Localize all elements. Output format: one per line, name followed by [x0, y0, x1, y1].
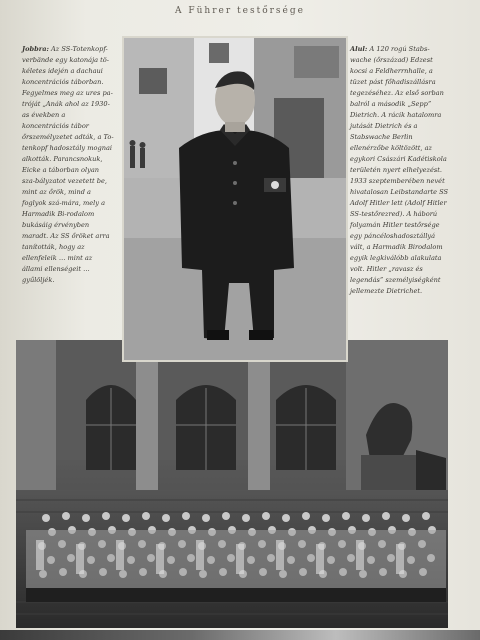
parade-photo: [16, 340, 448, 628]
caption-right: [350, 44, 450, 297]
page-bottom-edge: [0, 630, 480, 640]
caption-left-lead: Jobbra:: [22, 45, 49, 53]
caption-right-lead: Alul:: [350, 45, 368, 53]
caption-right-text: A 120 rogú Stabs-wache (őrszázad) Edzest kocsi a Feldherrnhalle, a tüzet pást főhadiszállásra tegezéséhez. Az első sorban balról a második „Sepp” Dietrich. A rácik hatalomra jutását Dietrich és a Stabswache Berlin ellenérzőbe költözött, az egykori Császári Kadétiskola területén nyert elhelyezést. 1933 szeptemberében nevét hivatalosan Leibstandarte SS Adolf Hitler lett (Adolf Hitler SS-testőrezred). A háború folyamán Hitler testőrsége egy páncéloshadosztállyá vált, a Harmadik Birodalom egyik legkiválóbb alakulata volt. Hitler „ravasz és legendás” személyiségként jellemezte Dietrichet.: [350, 45, 449, 295]
caption-left: [22, 44, 114, 286]
running-head: A Führer testőrsége: [175, 6, 305, 16]
portrait-photo: [122, 36, 348, 362]
caption-left-text: Az SS-Totenkopf-verbände egy katonája tö-kéletes idején a dachaui koncentrációs táborban. Fegyelmes meg az ures pa-tróját „Anák ahol az 1930-as években a koncentrációs tábor őrszemélyzetet adták, a To-tenkopf hadosztály mognai alkották. Parancsnokuk, Eicke a táborban olyan sza-bályzatot vezetett be, mint az őrök, mind a foglyok szá-mára, mely a Harmadik Bi-rodalom bukásáig érvényben maradt. Az SS őröket arra tanították, hogy az ellenfeleik … mint az állami ellenségeit … gyűlöljék.: [22, 45, 114, 284]
